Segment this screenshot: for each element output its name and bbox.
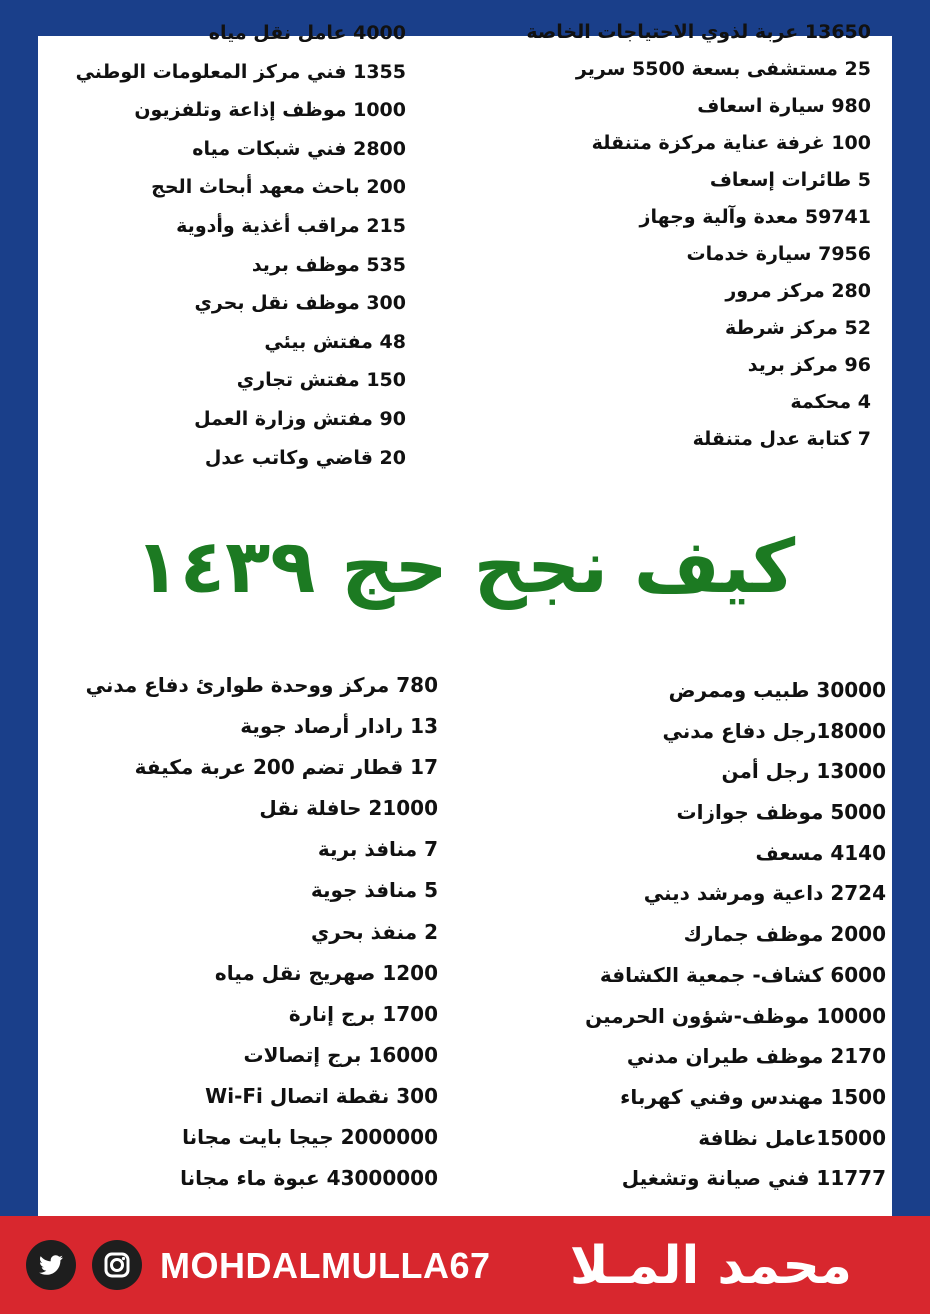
- stat-item: 300 نقطة اتصال Wi-Fi: [205, 1083, 438, 1108]
- stat-item: 2 منفذ بحري: [310, 919, 438, 944]
- twitter-icon[interactable]: [26, 1240, 76, 1290]
- footer-bar: [0, 1216, 930, 1314]
- stat-item: 5 منافذ جوية: [310, 878, 438, 903]
- headline-title: كيف نجح حج ١٤٣٩: [134, 524, 796, 610]
- stat-item: 17 قطار تضم 200 عربة مكيفة: [134, 755, 438, 780]
- stat-item: 43000000 عبوة ماء مجانا: [180, 1166, 438, 1191]
- stat-item: 7 كتابة عدل متنقلة: [692, 428, 871, 450]
- stat-item: 980 سيارة اسعاف: [697, 95, 871, 117]
- stat-item: 1700 برج إنارة: [288, 1001, 438, 1026]
- stat-item: 150 مفتش تجاري: [236, 369, 406, 392]
- bottom-left-list: [86, 665, 438, 1199]
- stat-item: 18000رجل دفاع مدني: [662, 718, 886, 743]
- stat-item: 2724 داعية ومرشد ديني: [643, 881, 886, 906]
- stat-item: 13000 رجل أمن: [721, 759, 886, 784]
- stat-item: 2800 فني شبكات مياه: [192, 137, 406, 160]
- stat-item: 2000000 جيجا بايت مجانا: [182, 1125, 438, 1150]
- author-name: محمد المـلا: [569, 1236, 852, 1296]
- stat-item: 7 منافذ برية: [317, 837, 438, 862]
- stat-item: 280 مركز مرور: [725, 280, 871, 302]
- stat-item: 2000 موظف جمارك: [683, 922, 886, 947]
- bottom-right-list: [585, 670, 886, 1199]
- stat-item: 1000 موظف إذاعة وتلفزيون: [134, 99, 406, 122]
- stat-item: 1355 فني مركز المعلومات الوطني: [75, 60, 406, 83]
- stat-item: 48 مفتش بيئي: [264, 330, 406, 353]
- stat-item: 25 مستشفى بسعة 5500 سرير: [575, 58, 871, 80]
- stat-item: 100 غرفة عناية مركزة متنقلة: [591, 132, 871, 154]
- stat-item: 30000 طبيب وممرض: [668, 678, 886, 702]
- stat-item: 4140 مسعف: [755, 840, 886, 865]
- stat-item: 15000عامل نظافة: [698, 1125, 886, 1150]
- top-right-list: [526, 14, 871, 458]
- stat-item: 90 مفتش وزارة العمل: [194, 407, 406, 430]
- stat-item: 2170 موظف طيران مدني: [626, 1044, 886, 1069]
- stat-item: 59741 معدة وآلية وجهاز: [639, 206, 871, 228]
- stat-item: 10000 موظف-شؤون الحرمين: [585, 1003, 886, 1028]
- stat-item: 6000 كشاف- جمعية الكشافة: [599, 962, 886, 987]
- stat-item: 52 مركز شرطة: [724, 317, 871, 339]
- stat-item: 300 موظف نقل بحري: [194, 292, 406, 315]
- stat-item: 4 محكمة: [790, 391, 871, 413]
- stat-item: 1200 صهريج نقل مياه: [214, 960, 438, 985]
- stat-item: 780 مركز ووحدة طوارئ دفاع مدني: [85, 673, 438, 697]
- stat-item: 4000 عامل نقل مياه: [208, 22, 406, 44]
- stat-item: 7956 سيارة خدمات: [686, 243, 871, 265]
- stat-item: 13 رادار أرصاد جوية: [240, 714, 438, 739]
- social-handle[interactable]: MOHDALMULLA67: [160, 1245, 491, 1286]
- top-left-list: [76, 14, 406, 477]
- stat-item: 13650 عربة لذوي الاحتياجات الخاصة: [526, 21, 871, 43]
- stat-item: 21000 حافلة نقل: [259, 796, 438, 821]
- stat-item: 20 قاضي وكاتب عدل: [204, 446, 406, 469]
- stat-item: 5000 موظف جوازات: [676, 800, 886, 825]
- stat-item: 11777 فني صيانة وتشغيل: [621, 1166, 886, 1191]
- stat-item: 200 باحث معهد أبحاث الحج: [151, 176, 406, 199]
- stat-item: 5 طائرات إسعاف: [709, 169, 871, 191]
- stat-item: 215 مراقب أغذية وأدوية: [176, 214, 406, 237]
- stat-item: 16000 برج إتصالات: [243, 1042, 438, 1067]
- stat-item: 535 موظف بريد: [251, 253, 406, 276]
- stat-item: 1500 مهندس وفني كهرباء: [620, 1084, 886, 1109]
- instagram-icon[interactable]: [92, 1240, 142, 1290]
- stat-item: 96 مركز بريد: [747, 354, 871, 376]
